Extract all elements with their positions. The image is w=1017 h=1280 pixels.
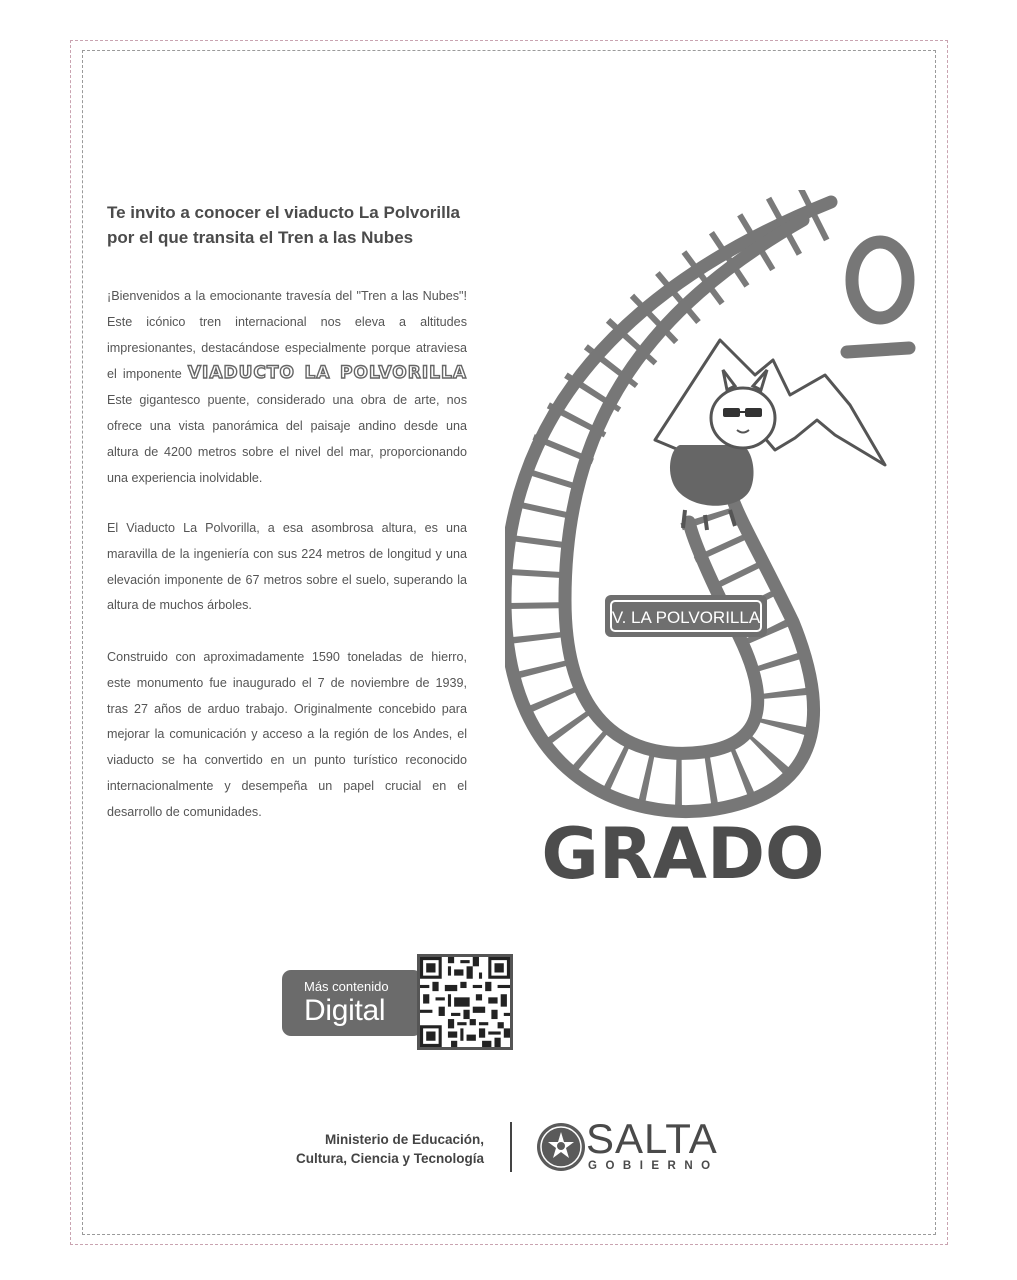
ministry-name xyxy=(250,1130,484,1168)
viaduct-illustration xyxy=(505,190,925,910)
paragraph-dimensions: El Viaducto La Polvorilla, a esa asombrosa altura, es una maravilla de la ingeniería con sus 224 metros de longitud y una elevación imponente de 67 metros sobre el suelo, superando la altura de muchos árboles. xyxy=(107,521,467,613)
grado-label: GRADO xyxy=(541,813,825,895)
viaduct-sign xyxy=(605,595,767,637)
digital-content-badge[interactable] xyxy=(282,970,422,1036)
page-title: Te invito a conocer el viaducto La Polvorilla por el que transita el Tren a las Nubes xyxy=(107,203,460,247)
footer-divider xyxy=(510,1122,512,1172)
paragraph-intro xyxy=(107,284,467,491)
viaduct-highlight: VIADUCTO LA POLVORILLA xyxy=(187,363,467,384)
paragraph-intro-start: ¡Bienvenidos a la emocionante travesía del "Tren a las Nubes"! Este icónico tren internacional nos eleva a altitudes impresionantes, destacándose especialmente porque atraviesa el imponente xyxy=(107,289,467,382)
ministry-line-1: Ministerio de Educación, xyxy=(324,1132,484,1147)
qr-code-graphic xyxy=(420,957,510,1047)
badge-small-text: Más contenido xyxy=(304,979,389,994)
paragraph-intro-end: Este gigantesco puente, considerado una obra de arte, nos ofrece una vista panorámica del paisaje andino desde una altura de 4200 metros sobre el nivel del mar, proporcionando una experiencia inolvidable. xyxy=(107,393,467,485)
track-outer-rail xyxy=(505,202,831,812)
salta-wordmark: SALTA xyxy=(586,1115,718,1162)
ministry-line-2: Cultura, Ciencia y Tecnología xyxy=(295,1151,484,1166)
sign-label: V. LA POLVORILLA xyxy=(611,608,761,627)
badge-big-text: Digital xyxy=(304,994,386,1027)
salta-subtitle: GOBIERNO xyxy=(588,1160,719,1172)
degree-symbol xyxy=(847,242,909,352)
salta-sun-icon xyxy=(536,1122,586,1172)
qr-code[interactable] xyxy=(417,954,513,1050)
paragraph-history: Construido con aproximadamente 1590 toneladas de hierro, este monumento fue inaugurado el 7 de noviembre de 1939, tras 27 años de arduo trabajo. Originalmente concebido para mejorar la comunicación y acceso a la región de los Andes, el viaducto se ha convertido en un punto turístico reconocido internacionalmente y desempeña un papel crucial en el desarrollo de comunidades. xyxy=(107,650,467,819)
